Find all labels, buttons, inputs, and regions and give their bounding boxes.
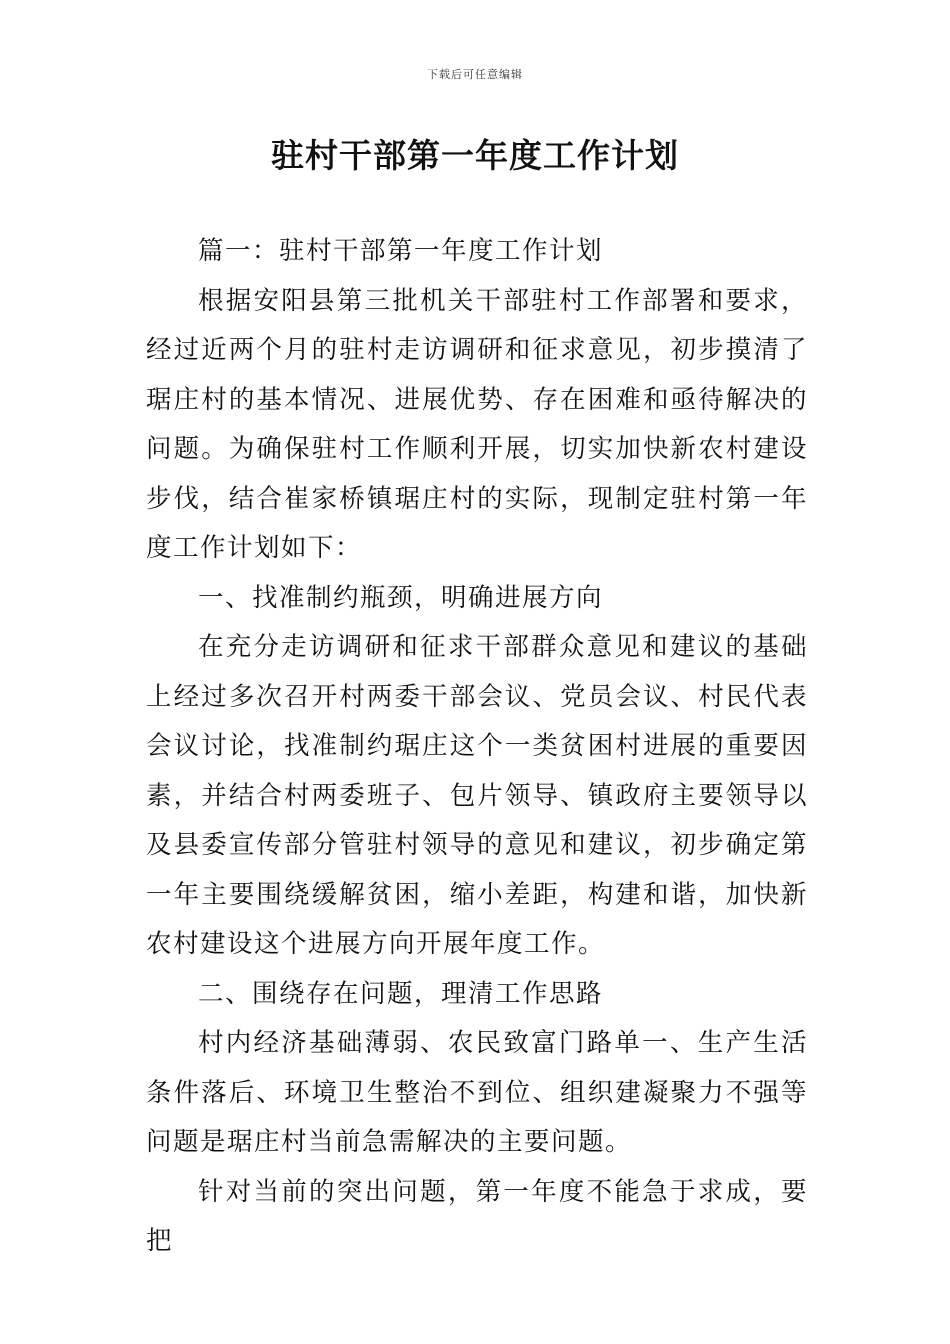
document-title: 驻村干部第一年度工作计划 (271, 136, 679, 175)
header-note: 下载后可任意编辑 (427, 68, 523, 81)
document-body (146, 227, 808, 1267)
paragraph-direction: 在充分走访调研和征求干部群众意见和建议的基础上经过多次召开村两委干部会议、党员会议、村民代表会议讨论，找准制约琚庄这个一类贫困村进展的重要因素，并结合村两委班子、包片领导、镇政府主要领导以及县委宣传部分管驻村领导的意见和建议，初步确定第一年主要围绕缓解贫困，缩小差距，构建和谐，加快新农村建设这个进展方向开展年度工作。 (146, 632, 808, 959)
paragraph-heading-one: 一、找准制约瓶颈，明确进展方向 (198, 582, 604, 613)
paragraph-section-heading: 篇一：驻村干部第一年度工作计划 (198, 236, 604, 266)
paragraph-heading-two: 二、围绕存在问题，理清工作思路 (198, 978, 604, 1009)
paragraph-approach: 针对当前的突出问题，第一年度不能急于求成，要把 (146, 1176, 808, 1256)
paragraph-intro: 根据安阳县第三批机关干部驻村工作部署和要求，经过近两个月的驻村走访调研和征求意见，初步摸清了琚庄村的基本情况、进展优势、存在困难和亟待解决的问题。为确保驻村工作顺利开展，切实加快新农村建设步伐，结合崔家桥镇琚庄村的实际，现制定驻村第一年度工作计划如下： (146, 285, 808, 563)
paragraph-problems: 村内经济基础薄弱、农民致富门路单一、生产生活条件落后、环境卫生整治不到位、组织建凝聚力不强等问题是琚庄村当前急需解决的主要问题。 (146, 1028, 808, 1157)
